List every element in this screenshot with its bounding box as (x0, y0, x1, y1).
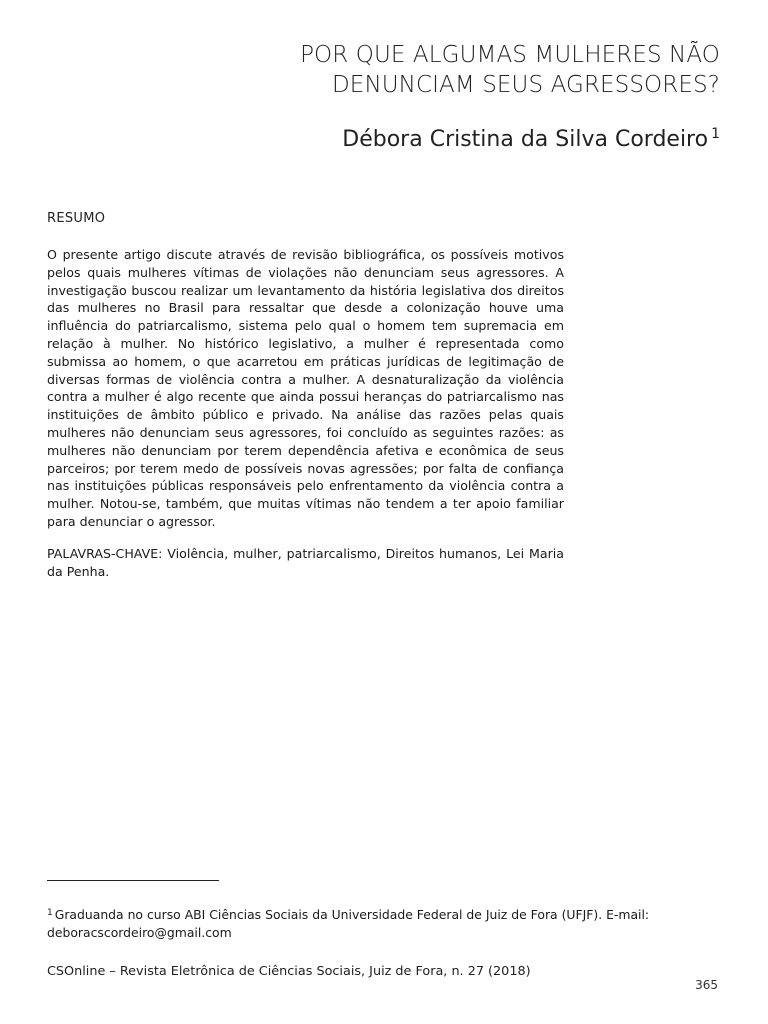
footnote-divider (47, 880, 219, 881)
journal-citation: CSOnline – Revista Eletrônica de Ciências Sociais, Juiz de Fora, n. 27 (2018) (47, 964, 531, 979)
author-name (342, 126, 720, 152)
page-number: 365 (695, 978, 718, 992)
footnote (47, 904, 697, 942)
footnote-text: Graduanda no curso ABI Ciências Sociais da Universidade Federal de Juiz de Fora (UFJF). E-mail: deboracscordeiro@gmail.com (47, 907, 650, 940)
author-name-text: Débora Cristina da Silva Cordeiro (342, 127, 709, 152)
abstract-body: O presente artigo discute através de revisão bibliográfica, os possíveis motivos pelos quais mulheres vítimas de violações não denunciam seus agressores. A investigação buscou realizar um levantamento da história legislativa dos direitos das mulheres no Brasil para ressaltar que desde a colonização houve uma influência do patriarcalismo, sistema pelo qual o homem tem supremacia em relação à mulher. No histórico legislativo, a mulher é representada como submissa ao homem, o que acarretou em práticas jurídicas de legitimação de diversas formas de violência contra a mulher. A desnaturalização da violência contra a mulher é algo recente que ainda possui heranças do patriarcalismo nas instituições de âmbito público e privado. Na análise das razões pelas quais mulheres não denunciam seus agressores, foi concluído as seguintes razões: as mulheres não denunciam por terem dependência afetiva e econômica de seus parceiros; por terem medo de possíveis novas agressões; por falta de confiança nas instituições públicas responsáveis pelo enfrentamento da violência contra a mulher. Notou-se, também, que muitas vítimas não tendem a ter apoio familiar para denunciar o agressor. (47, 247, 564, 529)
keywords: PALAVRAS-CHAVE: Violência, mulher, patriarcalismo, Direitos humanos, Lei Maria da Penha. (47, 546, 564, 579)
abstract-heading: RESUMO (47, 211, 106, 226)
article-title-line-2: DENUNCIAM SEUS AGRESSORES? (332, 72, 720, 98)
article-title-line-1: POR QUE ALGUMAS MULHERES NÃO (300, 42, 720, 68)
footnote-marker: 1 (47, 908, 53, 918)
author-footnote-marker: 1 (711, 126, 720, 142)
article-title (160, 40, 720, 100)
